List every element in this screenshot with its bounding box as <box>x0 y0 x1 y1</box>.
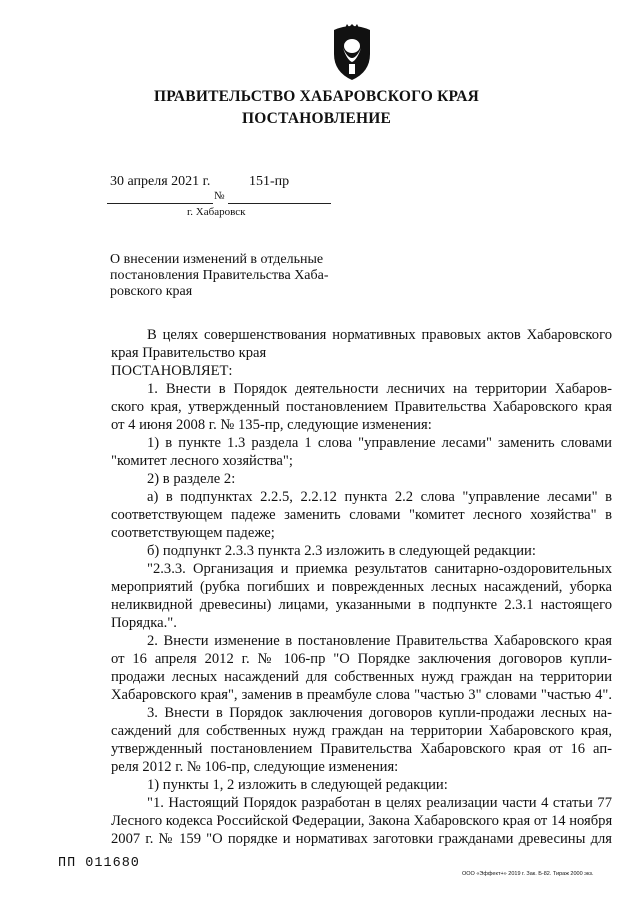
city-label: г. Хабаровск <box>187 206 246 218</box>
body-line: 3. Внести в Порядок заключения договоров купли-продажи лесных на- <box>147 705 612 721</box>
document-date: 30 апреля 2021 г. <box>110 174 211 189</box>
printer-imprint: ООО «Эффект+» 2019 г. Зак. Б-82. Тираж 2000 экз. <box>462 871 594 877</box>
number-sign: № <box>214 190 225 202</box>
subject-line: постановления Правительства Хаба- <box>110 268 329 283</box>
government-title: ПРАВИТЕЛЬСТВО ХАБАРОВСКОГО КРАЯ <box>153 88 480 105</box>
subject-line: О внесении изменений в отдельные <box>110 252 324 267</box>
body-line: "комитет лесного хозяйства"; <box>111 453 293 469</box>
body-line: "2.3.3. Организация и приемка результатов санитарно-оздоровительных <box>147 561 612 577</box>
body-line: Лесного кодекса Российской Федерации, Закона Хабаровского края от 14 ноября <box>111 813 613 829</box>
body-line: от 4 июня 2008 г. № 135-пр, следующие изменения: <box>111 417 432 433</box>
body-line: Порядка.". <box>111 615 177 631</box>
resolves-heading: ПОСТАНОВЛЯЕТ: <box>111 363 233 379</box>
body-line: 2007 г. № 159 "О порядке и нормативах заготовки гражданами древесины для <box>111 831 612 847</box>
subject-line: ровского края <box>110 284 193 299</box>
body-line: "1. Настоящий Порядок разработан в целях реализации части 4 статьи 77 <box>147 795 612 811</box>
body-line: продажи лесных насаждений для собственных нужд граждан на территории <box>111 669 612 685</box>
date-underline <box>107 203 213 204</box>
body-line: мероприятий (рубка погибших и поврежденных лесных насаждений, уборка <box>111 579 612 595</box>
body-line: В целях совершенствования нормативных правовых актов Хабаровского <box>147 327 612 343</box>
body-line: соответствующем падеже; <box>111 525 275 541</box>
body-line: 1) пункты 1, 2 изложить в следующей редакции: <box>147 777 448 793</box>
body-line: неликвидной древесины) лицами, указанными в подпункте 2.3.1 настоящего <box>111 597 612 613</box>
document-number: 151-пр <box>249 174 290 189</box>
body-line: 1. Внести в Порядок деятельности лесничих на территории Хабаров- <box>147 381 612 397</box>
body-line: 2. Внести изменение в постановление Правительства Хабаровского края <box>147 633 612 649</box>
body-line: края Правительство края <box>111 345 267 361</box>
body-line: соответствующем падеже заменить словами "комитет лесного хозяйства" в <box>111 507 612 523</box>
body-line: реля 2012 г. № 106-пр, следующие изменения: <box>111 759 399 775</box>
body-line: саждений для собственных нужд граждан на территории Хабаровского края, <box>111 723 612 739</box>
body-line: а) в подпунктах 2.2.5, 2.2.12 пункта 2.2 слова "управление лесами" в <box>147 489 612 505</box>
emblem-icon <box>331 24 373 82</box>
form-serial-code: ПП 011680 <box>58 856 140 871</box>
body-line: 2) в разделе 2: <box>147 471 236 487</box>
number-underline <box>228 203 331 204</box>
body-line: утвержденный постановлением Правительства Хабаровского края от 16 ап- <box>111 741 612 757</box>
body-line: б) подпункт 2.3.3 пункта 2.3 изложить в следующей редакции: <box>147 543 536 559</box>
body-line: Хабаровского края", заменив в преамбуле слова "частью 3" словами "частью 4". <box>111 687 612 703</box>
document-type-title: ПОСТАНОВЛЕНИЕ <box>241 110 392 127</box>
body-line: ского края, утвержденный постановлением Правительства Хабаровского края <box>111 399 612 415</box>
body-line: 1) в пункте 1.3 раздела 1 слова "управление лесами" заменить словами <box>147 435 612 451</box>
body-line: от 16 апреля 2012 г. № 106-пр "О Порядке заключения договоров купли- <box>111 651 612 667</box>
